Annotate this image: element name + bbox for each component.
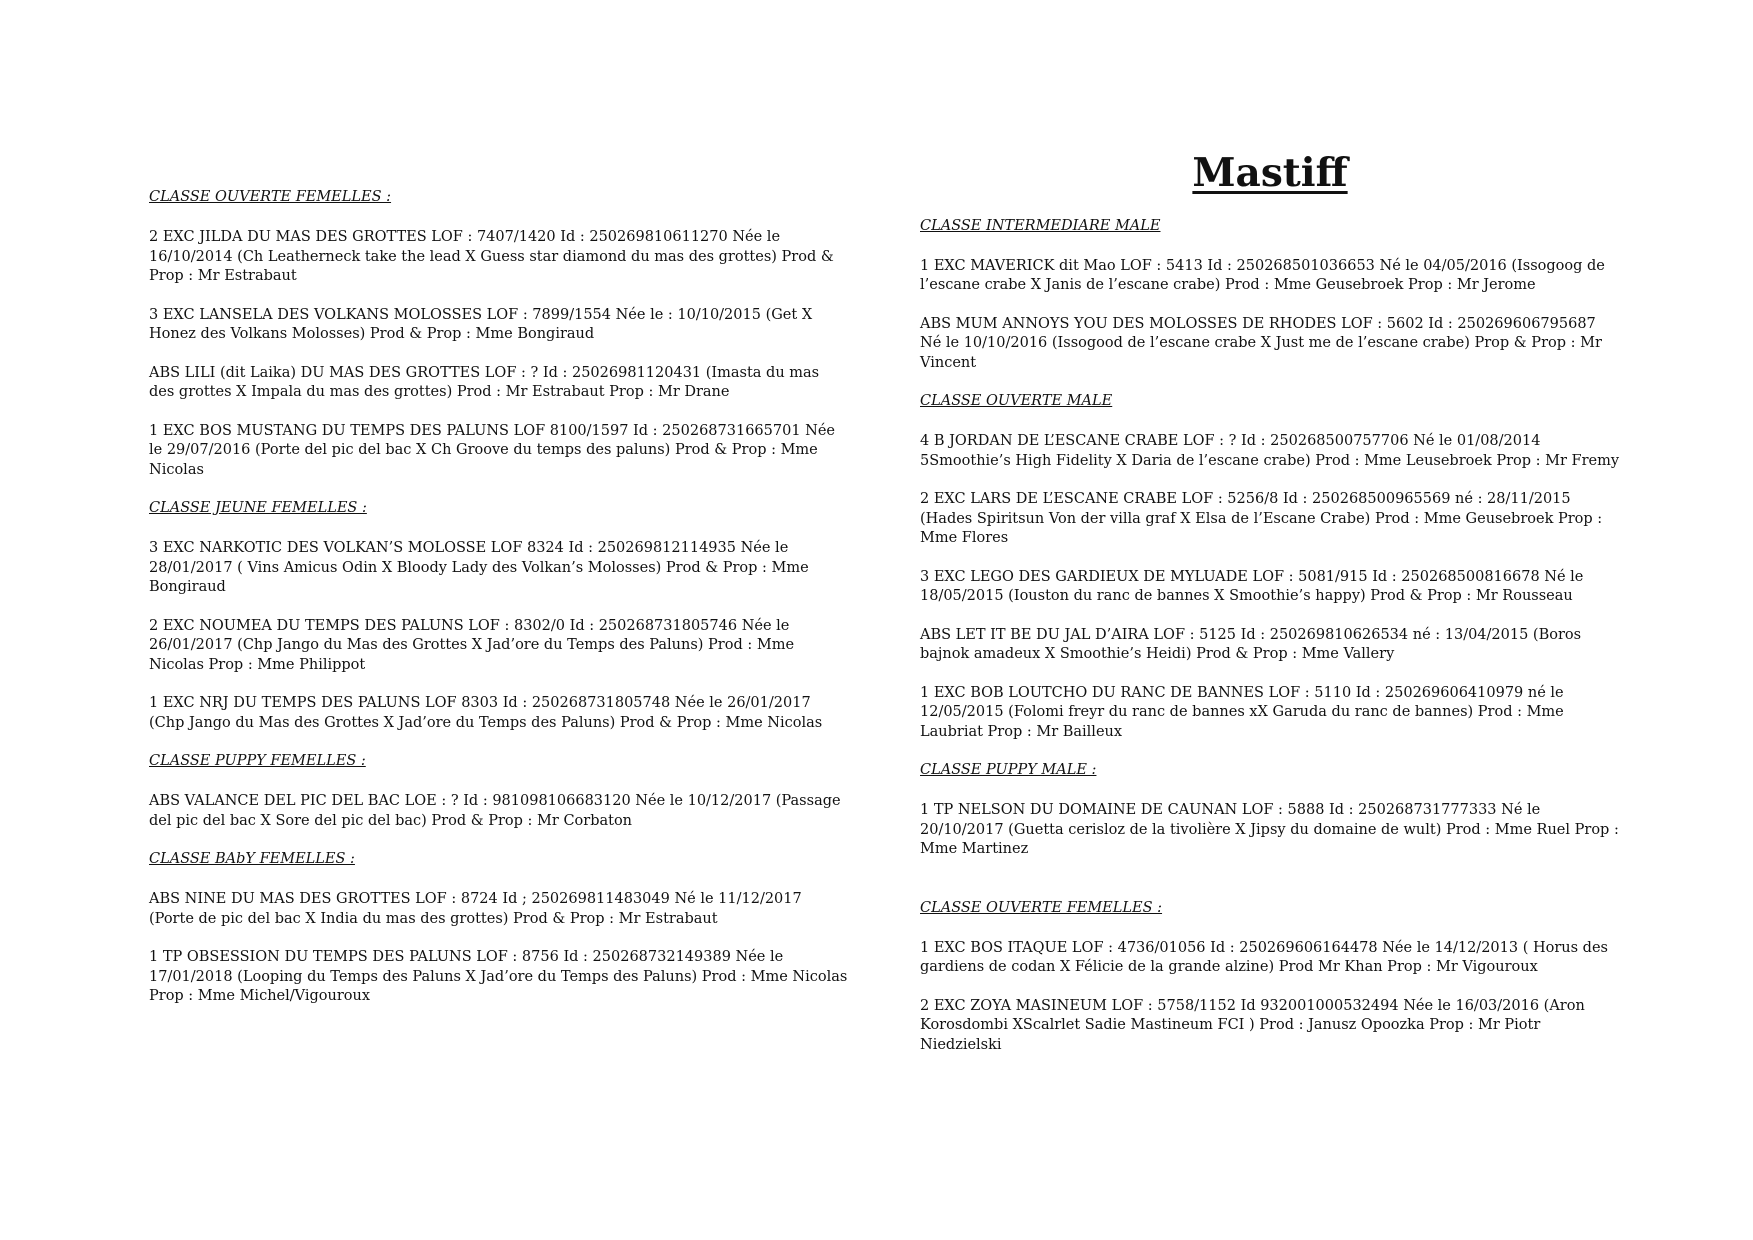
entry-item: 1 TP OBSESSION DU TEMPS DES PALUNS LOF : 8756 Id : 250268732149389 Née le 17/01/2018 (Looping du Temps des Paluns X Jad’ore du Temps des Paluns) Prod : Mme Nicolas Prop : Mme Michel/Vigouroux	[149, 949, 848, 1004]
section-heading: CLASSE JEUNE FEMELLES :	[149, 500, 367, 516]
section-heading: CLASSE PUPPY MALE :	[920, 762, 1097, 779]
entry-item: 1 EXC NRJ DU TEMPS DES PALUNS LOF 8303 Id : 250268731805748 Née le 26/01/2017 (Chp Jango du Mas des Grottes X Jad’ore du Temps des Paluns) Prod & Prop : Mme Nicolas	[149, 695, 823, 731]
entry-item: 3 EXC NARKOTIC DES VOLKAN’S MOLOSSE LOF 8324 Id : 250269812114935 Née le 28/01/2017 ( Vins Amicus Odin X Bloody Lady des Volkan’s Molosses) Prod & Prop : Mme Bongiraud	[149, 540, 809, 595]
entry-item: 1 TP NELSON DU DOMAINE DE CAUNAN LOF : 5888 Id : 250268731777333 Né le 20/10/2017 (Guetta cerisloz de la tivolière X Jipsy du domaine de wult) Prod : Mme Ruel Prop : Mme Martinez	[920, 802, 1619, 858]
section-classe-puppy-femelles	[149, 752, 849, 831]
right-column	[920, 152, 1620, 1074]
entry-item: 1 EXC BOS MUSTANG DU TEMPS DES PALUNS LOF 8100/1597 Id : 250268731665701 Née le 29/07/2016 (Porte del pic del bac X Ch Groove du temps des paluns) Prod & Prop : Mme Nicolas	[149, 422, 836, 478]
entry-item: 2 EXC ZOYA MASINEUM LOF : 5758/1152 Id 932001000532494 Née le 16/03/2016 (Aron Korosdombi XScalrlet Sadie Mastineum FCI ) Prod : Janusz Opoozka Prop : Mr Piotr Niedzielski	[920, 997, 1585, 1053]
section-classe-jeune-femelles	[149, 499, 849, 733]
section-classe-baby-femelles	[149, 850, 849, 1007]
section-classe-puppy-male	[920, 761, 1620, 860]
section-classe-ouverte-femelles-right	[920, 899, 1620, 1056]
entry-item: ABS LET IT BE DU JAL D’AIRA LOF : 5125 Id : 250269810626534 né : 13/04/2015 (Boros bajnok amadeux X Smoothie’s Heidi) Prod & Prop : Mme Vallery	[920, 626, 1582, 663]
entry-item: 4 B JORDAN DE L’ESCANE CRABE LOF : ? Id : 250268500757706 Né le 01/08/2014 5Smoothie’s High Fidelity X Daria de l’escane crabe) Prod : Mme Leusebroek Prop : Mr Fremy	[920, 433, 1620, 469]
entry-item: 3 EXC LEGO DES GARDIEUX DE MYLUADE LOF : 5081/915 Id : 250268500816678 Né le 18/05/2015 (Iouston du ranc de bannes X Smoothie’s happy) Prod & Prop : Mr Rousseau	[920, 568, 1584, 605]
entry-item: 2 EXC LARS DE L’ESCANE CRABE LOF : 5256/8 Id : 250268500965569 né : 28/11/2015 (Hades Spiritsun Von der villa graf X Elsa de l’Escane Crabe) Prod : Mme Geusebroek Prop : Mme Flores	[920, 491, 1603, 547]
section-classe-ouverte-male	[920, 392, 1620, 742]
entry-item: 1 EXC BOS ITAQUE LOF : 4736/01056 Id : 250269606164478 Née le 14/12/2013 ( Horus des gardiens de codan X Félicie de la grande alzine) Prod Mr Khan Prop : Mr Vigouroux	[920, 939, 1608, 976]
section-spacer	[920, 879, 1620, 899]
entry-item: ABS VALANCE DEL PIC DEL BAC LOE : ? Id : 981098106683120 Née le 10/12/2017 (Passage del pic del bac X Sore del pic del bac) Prod & Prop : Mr Corbaton	[149, 793, 841, 829]
section-heading: CLASSE BAbY FEMELLES :	[149, 851, 355, 867]
entry-item: ABS LILI (dit Laika) DU MAS DES GROTTES LOF : ? Id : 25026981120431 (Imasta du mas des grottes X Impala du mas des grottes) Prod : Mr Estrabaut Prop : Mr Drane	[149, 364, 820, 400]
left-column	[149, 188, 849, 1026]
entry-item: 2 EXC NOUMEA DU TEMPS DES PALUNS LOF : 8302/0 Id : 250268731805746 Née le 26/01/2017 (Chp Jango du Mas des Grottes X Jad’ore du Temps des Paluns) Prod : Mme Nicolas Prop : Mme Philippot	[149, 617, 795, 673]
entry-item: 1 EXC MAVERICK dit Mao LOF : 5413 Id : 250268501036653 Né le 04/05/2016 (Issogoog de l’escane crabe X Janis de l’escane crabe) Prod : Mme Geusebroek Prop : Mr Jerome	[920, 257, 1605, 294]
section-heading: CLASSE OUVERTE FEMELLES :	[920, 899, 1163, 916]
section-heading: CLASSE PUPPY FEMELLES :	[149, 753, 366, 769]
section-heading: CLASSE OUVERTE MALE	[920, 393, 1113, 410]
section-classe-intermediare-male	[920, 217, 1620, 374]
entry-item: 2 EXC JILDA DU MAS DES GROTTES LOF : 7407/1420 Id : 250269810611270 Née le 16/10/2014 (Ch Leatherneck take the lead X Guess star diamond du mas des grottes) Prod & Prop : Mr Estrabaut	[149, 229, 834, 284]
section-classe-ouverte-femelles	[149, 188, 849, 480]
entry-item: 1 EXC BOB LOUTCHO DU RANC DE BANNES LOF : 5110 Id : 250269606410979 né le 12/05/2015 (Folomi freyr du ranc de bannes xX Garuda du ranc de bannes) Prod : Mme Laubriat Prop : Mr Bailleux	[920, 684, 1564, 740]
section-heading: CLASSE INTERMEDIARE MALE	[920, 217, 1161, 234]
entry-item: ABS MUM ANNOYS YOU DES MOLOSSES DE RHODES LOF : 5602 Id : 250269606795687 Né le 10/10/2016 (Issogood de l’escane crabe X Just me de l’escane crabe) Prop & Prop : Mr Vincent	[920, 315, 1602, 371]
page-title: Mastiff	[1192, 150, 1348, 196]
section-heading: CLASSE OUVERTE FEMELLES :	[149, 189, 392, 205]
entry-item: 3 EXC LANSELA DES VOLKANS MOLOSSES LOF : 7899/1554 Née le : 10/10/2015 (Get X Honez des Volkans Molosses) Prod & Prop : Mme Bongiraud	[149, 306, 813, 342]
entry-item: ABS NINE DU MAS DES GROTTES LOF : 8724 Id ; 250269811483049 Né le 11/12/2017 (Porte de pic del bac X India du mas des grottes) Prod & Prop : Mr Estrabaut	[149, 891, 802, 927]
